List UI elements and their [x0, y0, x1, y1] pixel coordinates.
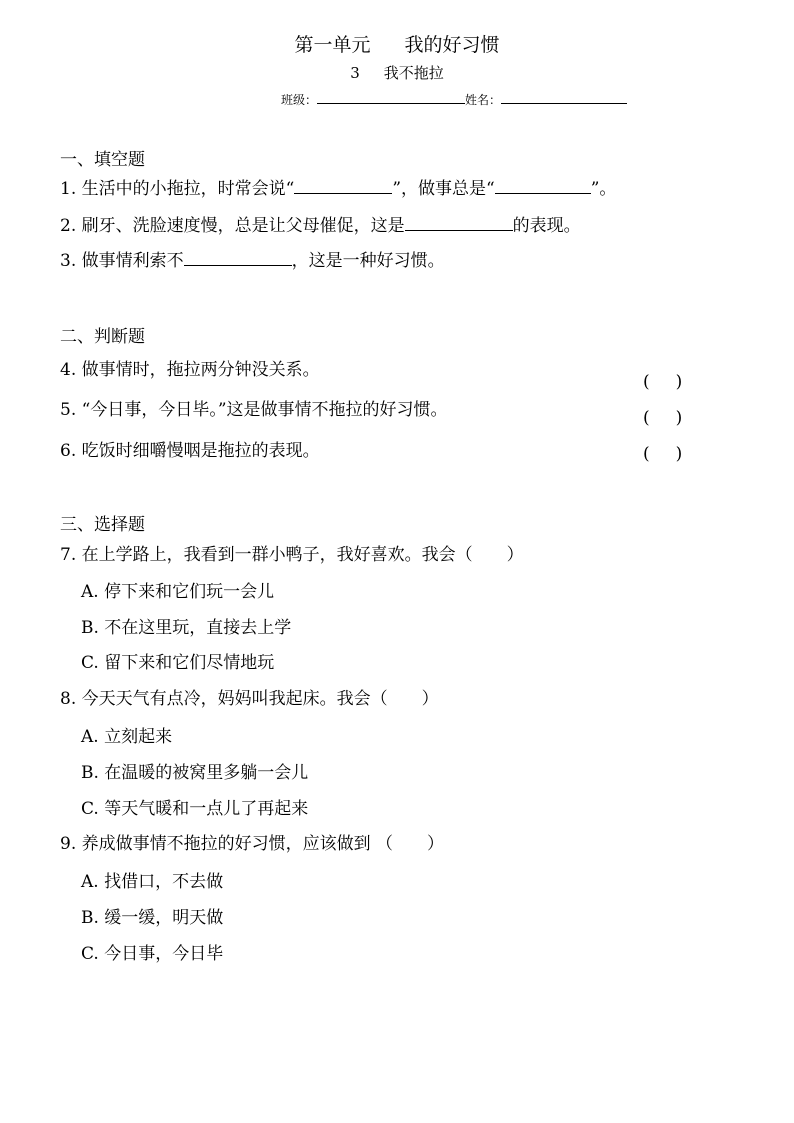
question-2-text-a: 2. 刷牙、洗脸速度慢，总是让父母催促，这是 [60, 216, 405, 236]
answer-blank-2[interactable] [405, 214, 513, 231]
question-6: 6. 吃饭时细嚼慢咽是拖拉的表现。 [60, 441, 320, 461]
question-1 [60, 174, 616, 199]
lesson-number: 3 [350, 64, 360, 82]
answer-blank-1b[interactable] [495, 177, 591, 194]
paren-close: ) [675, 408, 683, 428]
section-judge-heading: 二、判断题 [60, 327, 145, 347]
section-choice-heading: 三、选择题 [60, 515, 145, 535]
option-8a: A. 立刻起来 [81, 727, 173, 747]
option-9a: A. 找借口，不去做 [81, 872, 224, 892]
name-field[interactable] [501, 91, 627, 104]
name-label: 姓名： [465, 93, 502, 107]
option-9c: C. 今日事，今日毕 [81, 944, 224, 964]
unit-title [0, 30, 794, 57]
answer-paren-4[interactable] [643, 372, 682, 392]
question-7: 7. 在上学路上，我看到一群小鸭子，我好喜欢。我会（ ） [60, 545, 524, 565]
unit-label: 第一单元 [294, 34, 371, 56]
answer-blank-1a[interactable] [294, 177, 392, 194]
question-4: 4. 做事情时，拖拉两分钟没关系。 [60, 360, 320, 380]
option-7b: B. 不在这里玩，直接去上学 [81, 618, 292, 638]
section-fill-heading: 一、填空题 [60, 150, 145, 170]
class-label: 班级： [281, 93, 318, 107]
paren-open: ( [643, 408, 650, 428]
question-2 [60, 211, 581, 236]
answer-paren-6[interactable] [643, 444, 682, 464]
paren-close: ) [675, 372, 683, 392]
class-field[interactable] [317, 91, 465, 104]
answer-paren-5[interactable] [643, 408, 682, 428]
question-1-text-b: ”，做事总是“ [392, 179, 495, 199]
question-5: 5. “今日事，今日毕。”这是做事情不拖拉的好习惯。 [60, 400, 448, 420]
paren-open: ( [643, 372, 650, 392]
option-8c: C. 等天气暖和一点儿了再起来 [81, 799, 309, 819]
paren-close: ) [675, 444, 683, 464]
answer-blank-3[interactable] [184, 249, 292, 266]
question-2-text-b: 的表现。 [512, 216, 581, 236]
student-info [281, 91, 627, 108]
lesson-title [0, 62, 794, 83]
question-3-text-b: ，这是一种好习惯。 [291, 251, 445, 271]
question-3 [60, 246, 445, 271]
unit-title-text: 我的好习惯 [404, 34, 500, 56]
question-1-text-c: ”。 [590, 179, 617, 199]
question-3-text-a: 3. 做事情利索不 [60, 251, 184, 271]
paren-open: ( [643, 444, 650, 464]
option-8b: B. 在温暖的被窝里多躺一会儿 [81, 763, 309, 783]
question-8: 8. 今天天气有点冷，妈妈叫我起床。我会（ ） [60, 689, 439, 709]
option-7c: C. 留下来和它们尽情地玩 [81, 653, 275, 673]
question-1-text-a: 1. 生活中的小拖拉，时常会说“ [60, 179, 295, 199]
option-9b: B. 缓一缓，明天做 [81, 908, 224, 928]
lesson-title-text: 我不拖拉 [383, 64, 444, 82]
question-9: 9. 养成做事情不拖拉的好习惯，应该做到 （ ） [60, 834, 445, 854]
option-7a: A. 停下来和它们玩一会儿 [81, 582, 275, 602]
